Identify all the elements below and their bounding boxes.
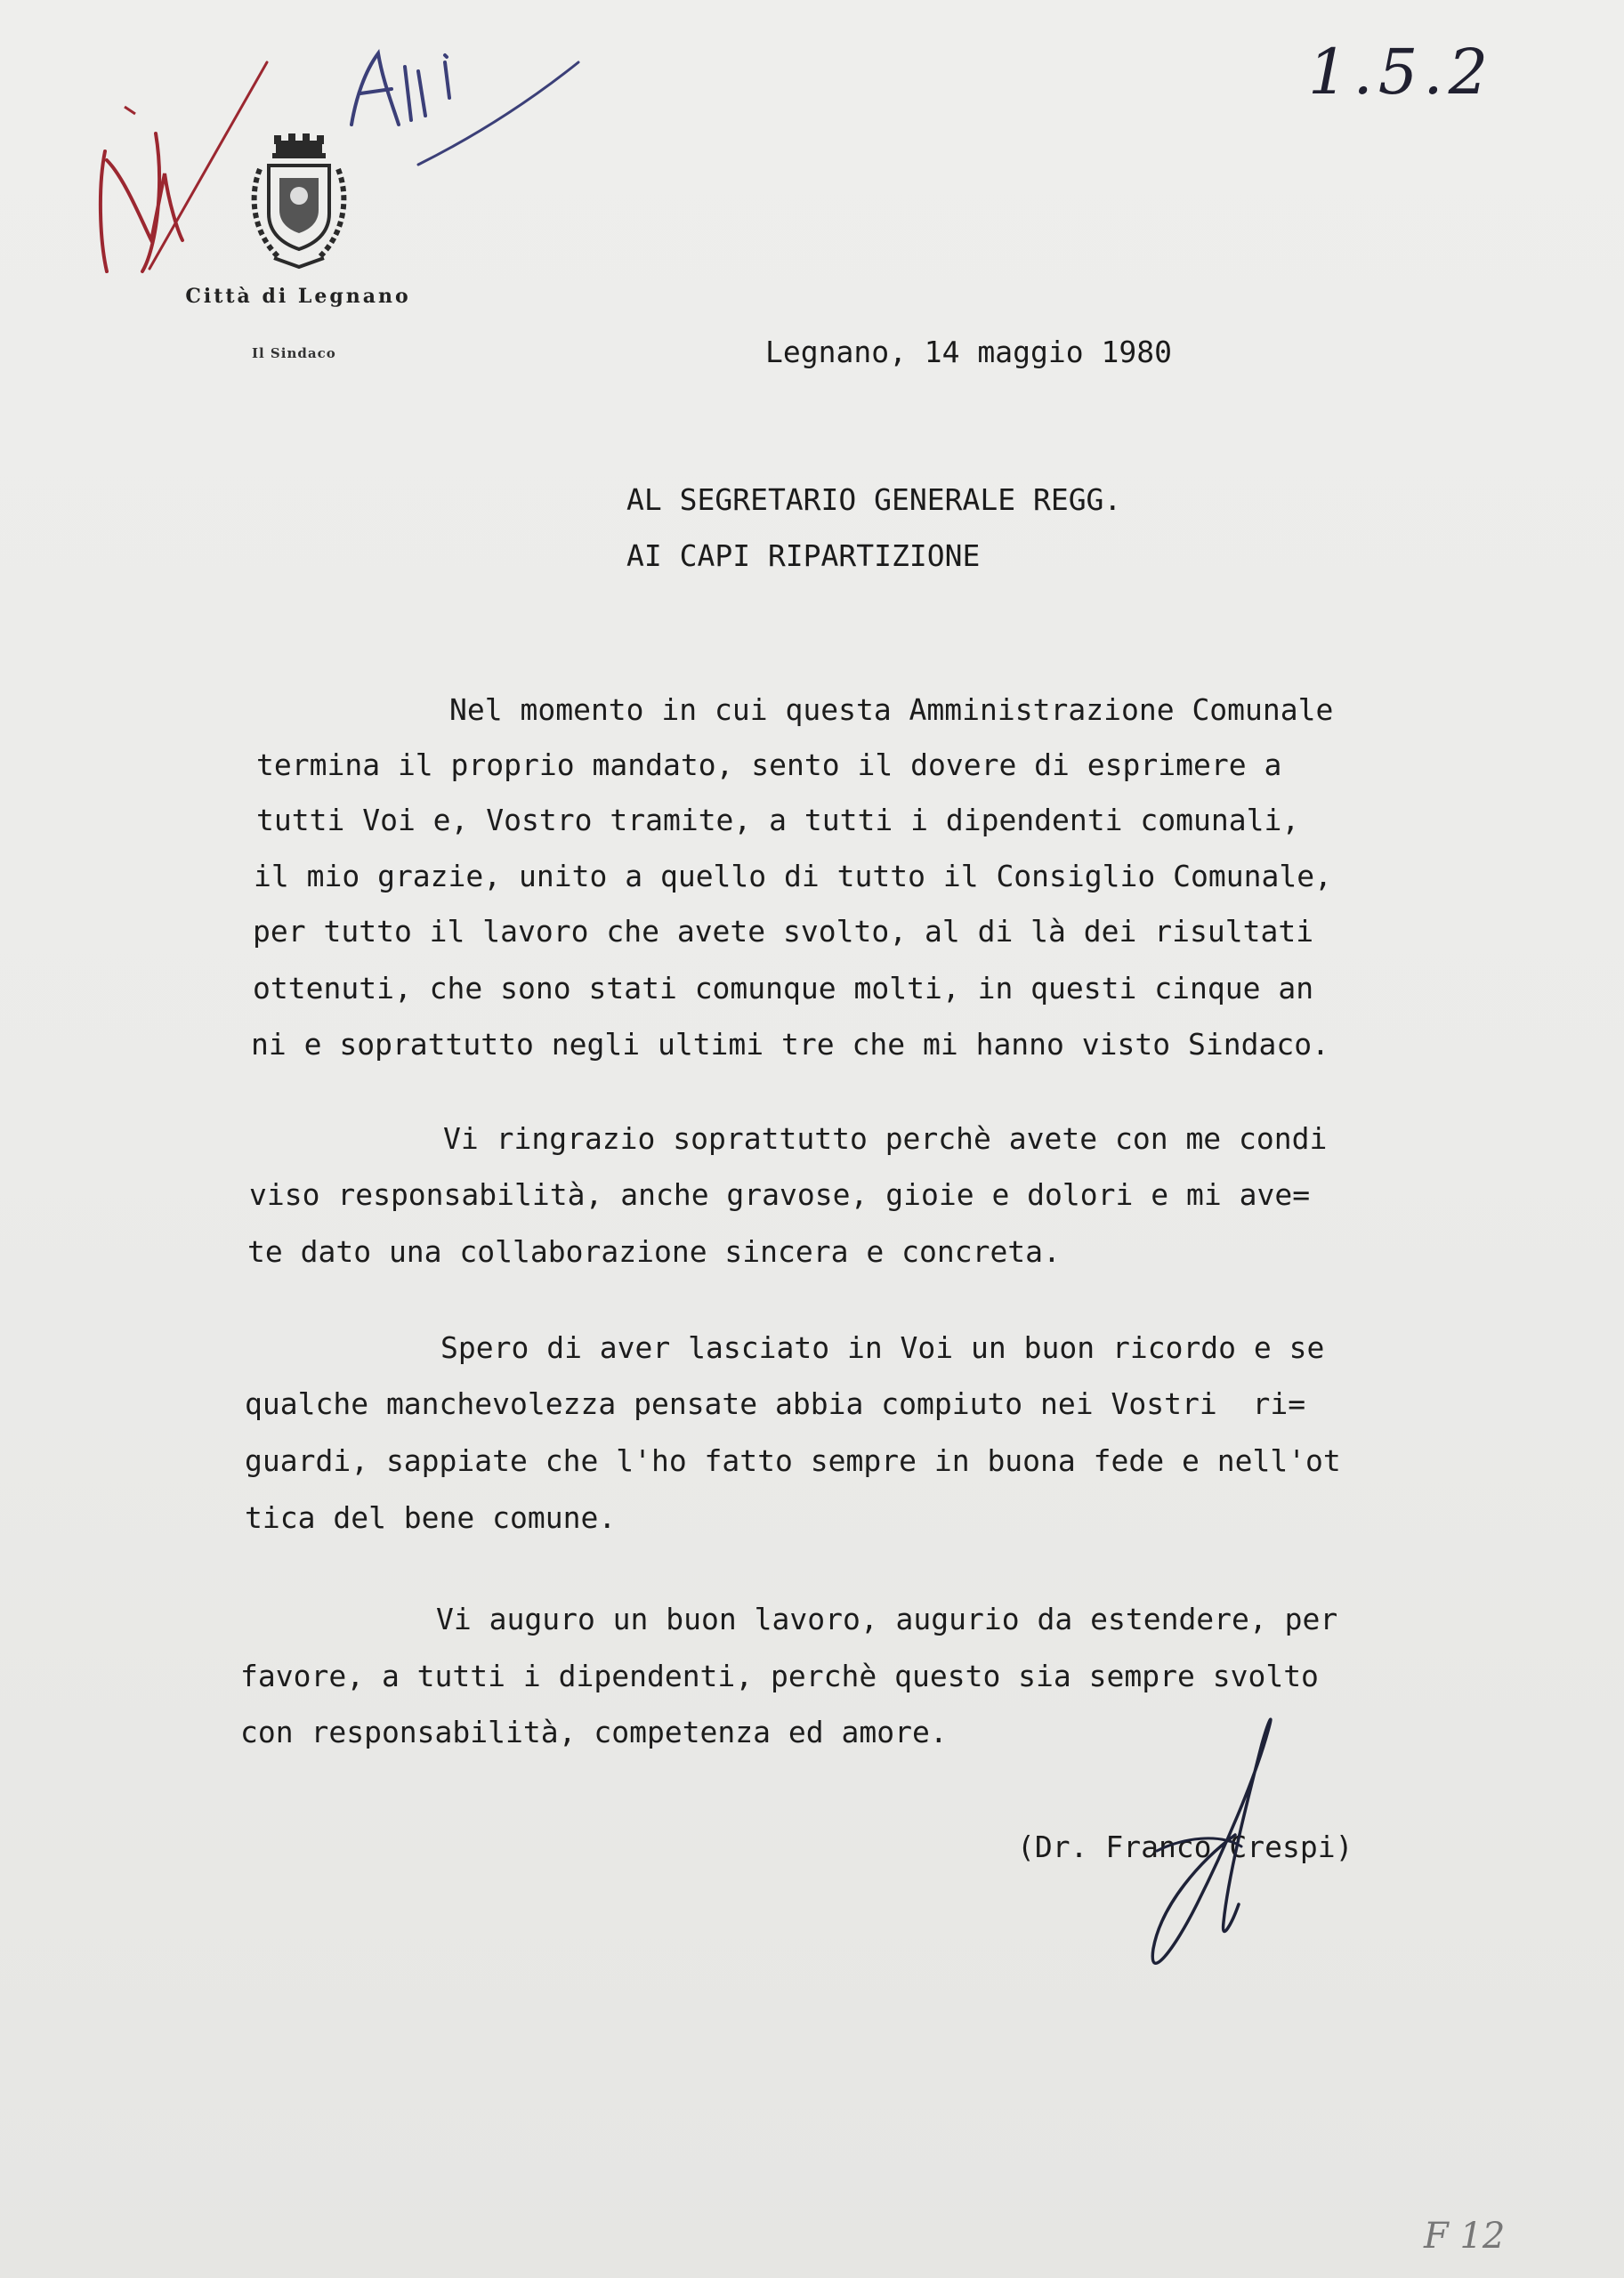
letterhead-office-title: Il Sindaco — [252, 345, 336, 361]
body-line: ni e soprattutto negli ultimi tre che mi hanno visto Sindaco. — [251, 1027, 1329, 1062]
body-line: tica del bene comune. — [245, 1500, 617, 1535]
body-line: termina il proprio mandato, sento il dovere di esprimere a — [256, 747, 1282, 782]
coat-of-arms-icon — [242, 133, 356, 271]
body-line: te dato una collaborazione sincera e concreta. — [247, 1234, 1061, 1269]
blue-initials-mark — [351, 53, 449, 125]
recipient-line: AL SEGRETARIO GENERALE REGG. — [626, 482, 1122, 517]
blue-slash-line — [418, 62, 578, 165]
body-line: con responsabilità, competenza ed amore. — [240, 1715, 948, 1749]
body-line: tutti Voi e, Vostro tramite, a tutti i dipendenti comunali, — [256, 803, 1300, 837]
body-line: favore, a tutti i dipendenti, perchè questo sia sempre svolto — [240, 1659, 1319, 1693]
red-initials-mark — [101, 133, 182, 271]
body-line: ottenuti, che sono stati comunque molti, in questi cinque an — [253, 971, 1314, 1006]
signoff-name: (Dr. Franco Crespi) — [1017, 1830, 1353, 1864]
body-line: guardi, sappiate che l'ho fatto sempre in buona fede e nell'ot — [245, 1443, 1341, 1478]
body-line: Vi ringrazio soprattutto perchè avete con me condi — [443, 1121, 1328, 1156]
letterhead-city-name: Città di Legnano — [185, 285, 411, 308]
body-line: per tutto il lavoro che avete svolto, al di là dei risultati — [253, 914, 1314, 949]
recipient-line: AI CAPI RIPARTIZIONE — [626, 538, 981, 573]
date-line: Legnano, 14 maggio 1980 — [765, 335, 1172, 369]
body-line: Nel momento in cui questa Amministrazione Comunale — [449, 692, 1334, 727]
body-line: Spero di aver lasciato in Voi un buon ricordo e se — [440, 1330, 1325, 1365]
body-line: viso responsabilità, anche gravose, gioie e dolori e mi ave= — [249, 1177, 1311, 1212]
body-line: qualche manchevolezza pensate abbia compiuto nei Vostri ri= — [245, 1386, 1306, 1421]
handwritten-reference-number: 1.5.2 — [1308, 36, 1494, 109]
body-line: Vi auguro un buon lavoro, augurio da estendere, per — [436, 1602, 1338, 1636]
handwritten-file-number: F 12 — [1424, 2216, 1506, 2257]
body-line: il mio grazie, unito a quello di tutto il Consiglio Comunale, — [254, 859, 1332, 893]
